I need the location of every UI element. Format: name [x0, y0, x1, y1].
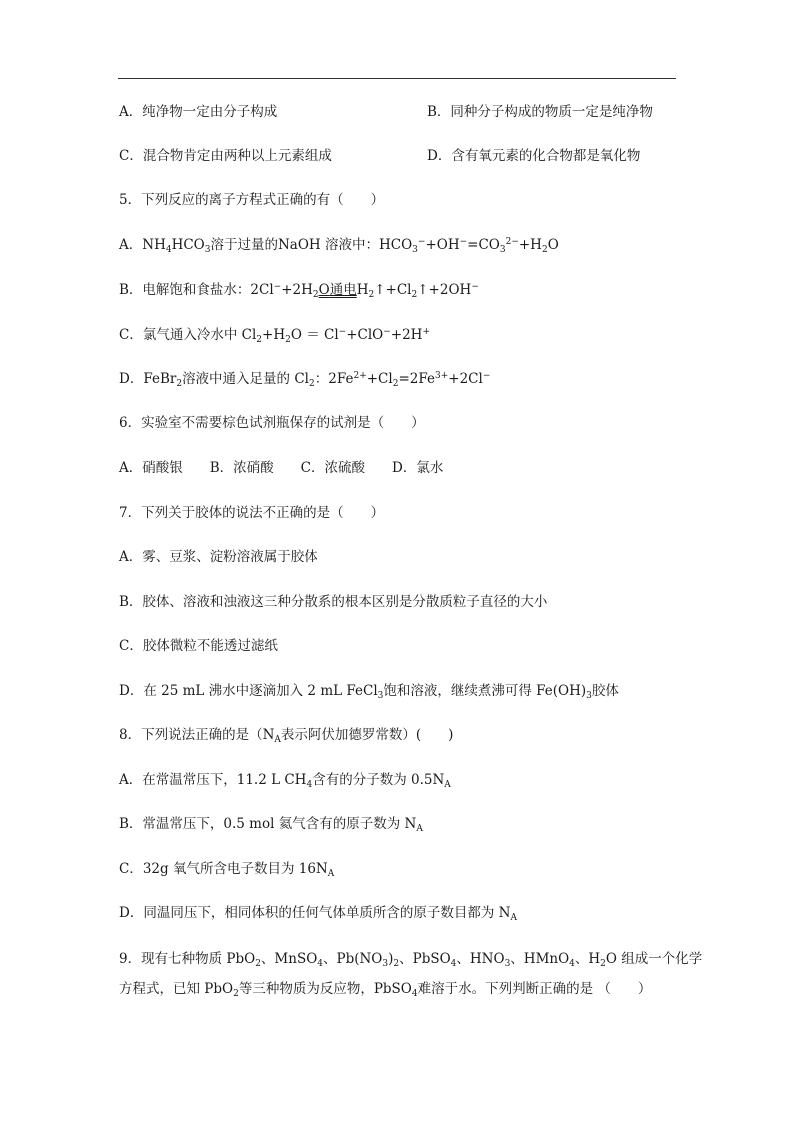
- q9-stem-line2: 方程式，已知 PbO$_2$等三种物质为反应物，PbSO$_4$难溶于水。下列判断正确的是 （ ）: [119, 981, 652, 999]
- q7-option-b: B．胶体、溶液和浊液这三种分散系的根本区别是分散质粒子直径的大小: [119, 594, 548, 610]
- q7-option-d: D．在 25 mL 沸水中逐滴加入 2 mL FeCl$_3$饱和溶液，继续煮沸可得 $Fe(OH)_3$胶体: [119, 683, 619, 701]
- q5-option-b: B．电解饱和食盐水：$2Cl^-+2H_2O$通电$H_2↑+Cl_2↑+2OH^-$: [119, 282, 479, 300]
- q4-option-a: A．纯净物一定由分子构成: [119, 104, 278, 120]
- q5-option-a: A．$NH_4HCO_3$溶于过量的NaOH 溶液中：$HCO_3^-+OH^-=CO_3^{2-}+H_2O$: [119, 237, 559, 255]
- reaction-condition: O通电: [318, 282, 357, 298]
- q6-stem: 6．实验室不需要棕色试剂瓶保存的试剂是（ ）: [119, 415, 425, 431]
- q4-option-b: B．同种分子构成的物质一定是纯净物: [427, 104, 653, 120]
- q8-stem: 8．下列说法正确的是（$N_A$表示阿伏加德罗常数）( ): [119, 727, 454, 745]
- q8-option-b: B．常温常压下，0.5 mol 氦气含有的原子数为 $N_A$: [119, 816, 423, 834]
- q5-option-c: C．氯气通入冷水中 $Cl_2+H_2O = Cl^-+ClO^-+2H^+$: [119, 327, 431, 345]
- q7-option-a: A．雾、豆浆、淀粉溶液属于胶体: [119, 549, 318, 565]
- q4-option-d: D．含有氧元素的化合物都是氧化物: [427, 148, 641, 164]
- q5-stem: 5．下列反应的离子方程式正确的有（ ）: [119, 192, 385, 208]
- q9-stem-line1: 9．现有七种物质 PbO$_2$、MnSO$_4$、$Pb(NO_3)_2$、PbSO$_4$、$HNO_3$、HMnO$_4$、$H_2O$ 组成一个化学: [119, 951, 703, 969]
- q4-option-c: C．混合物肯定由两种以上元素组成: [119, 148, 332, 164]
- q7-stem: 7．下列关于胶体的说法不正确的是（ ）: [119, 505, 385, 521]
- q8-option-d: D．同温同压下，相同体积的任何气体单质所含的原子数目都为 $N_A$: [119, 905, 517, 923]
- q5-option-d: D．FeBr$_2$溶液中通入足量的 $Cl_2$：$2Fe^{2+}+Cl_2=2Fe^{3+}+2Cl^-$: [119, 371, 491, 389]
- q8-option-c: C．32g 氧气所含电子数目为 $16N_A$: [119, 861, 335, 879]
- q7-option-c: C．胶体微粒不能透过滤纸: [119, 638, 278, 654]
- q6-options: A．硝酸银 B．浓硝酸 C．浓硫酸 D．氯水: [119, 460, 444, 476]
- q8-option-a: A．在常温常压下，11.2 L $CH_4$含有的分子数为 $0.5N_A$: [119, 772, 451, 790]
- header-rule: [118, 78, 676, 79]
